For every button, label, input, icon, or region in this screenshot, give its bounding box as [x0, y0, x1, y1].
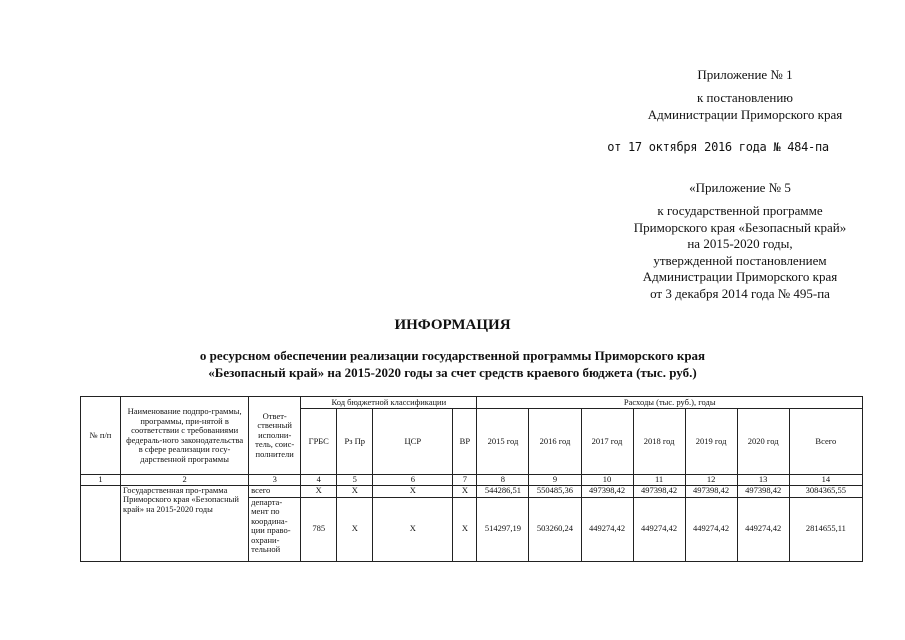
- col-number: 11: [633, 475, 685, 486]
- header-grbs: ГРБС: [301, 409, 337, 475]
- value-2018-cell: 497398,42: [633, 485, 685, 497]
- col-number: 12: [685, 475, 737, 486]
- resource-table: [80, 396, 863, 562]
- col-number: 6: [373, 475, 453, 486]
- header-2015: 2015 год: [477, 409, 529, 475]
- header-rzpr: Рз Пр: [337, 409, 373, 475]
- col-number: 8: [477, 475, 529, 486]
- value-2019-cell: 497398,42: [685, 485, 737, 497]
- appendix1-block: [620, 67, 870, 123]
- appendix5-block: [590, 180, 890, 302]
- document-subtitle-2: «Безопасный край» на 2015-2020 годы за счет средств краевого бюджета (тыс. руб.): [208, 365, 697, 380]
- table-row: [81, 485, 863, 497]
- header-exec: Ответ-ственный исполни-тель, соис-полнители: [249, 397, 301, 475]
- grbs-cell: 785: [301, 497, 337, 561]
- col-number: 5: [337, 475, 373, 486]
- value-2017-cell: 497398,42: [581, 485, 633, 497]
- value-2016-cell: 503260,24: [529, 497, 581, 561]
- rzpr-cell: X: [337, 485, 373, 497]
- appendix5-approved: утвержденной постановлением: [653, 252, 827, 268]
- value-total-cell: 3084365,55: [789, 485, 862, 497]
- col-number: 14: [789, 475, 862, 486]
- col-number: 10: [581, 475, 633, 486]
- appendix1-resolution: к постановлению: [696, 90, 794, 105]
- header-2020: 2020 год: [737, 409, 789, 475]
- value-2020-cell: 497398,42: [737, 485, 789, 497]
- appendix1-title: Приложение № 1: [697, 67, 793, 82]
- header-num: № п/п: [81, 397, 121, 475]
- document-subtitle-1: о ресурсном обеспечении реализации государственной программы Приморского края: [199, 348, 706, 363]
- program-name-cell: Государственная про-грамма Приморского края «Безопасный край» на 2015-2020 годы: [121, 485, 249, 561]
- header-name: Наименование подпро-граммы, программы, при-нятой в соответствии с требованиями федераль-ного законодательства в сфере реализации госу-дарственной программы: [121, 397, 249, 475]
- appendix5-program-name: Приморского края «Безопасный край»: [633, 219, 847, 235]
- header-csr: ЦСР: [373, 409, 453, 475]
- appendix1-authority: Администрации Приморского края: [647, 106, 843, 122]
- appendix5-date: от 3 декабря 2014 года № 495-па: [650, 285, 830, 301]
- csr-cell: X: [373, 497, 453, 561]
- table-header-row-1: [81, 397, 863, 409]
- col-number: 7: [453, 475, 477, 486]
- header-2016: 2016 год: [529, 409, 581, 475]
- header-total: Всего: [789, 409, 862, 475]
- appendix5-authority: Администрации Приморского края: [642, 269, 838, 284]
- col-number: 1: [81, 475, 121, 486]
- header-2017: 2017 год: [581, 409, 633, 475]
- header-2018: 2018 год: [633, 409, 685, 475]
- header-2019: 2019 год: [685, 409, 737, 475]
- value-2017-cell: 449274,42: [581, 497, 633, 561]
- appendix5-period: на 2015-2020 годы,: [687, 236, 793, 251]
- csr-cell: X: [373, 485, 453, 497]
- header-vr: ВР: [453, 409, 477, 475]
- value-2018-cell: 449274,42: [633, 497, 685, 561]
- value-2015-cell: 544286,51: [477, 485, 529, 497]
- exec-cell: департа-мент по координа-ции право-охрани-тельной: [249, 497, 301, 561]
- appendix1-date: от 17 октября 2016 года № 484-па: [607, 140, 829, 154]
- rzpr-cell: X: [337, 497, 373, 561]
- exec-cell: всего: [249, 485, 301, 497]
- value-2016-cell: 550485,36: [529, 485, 581, 497]
- value-2019-cell: 449274,42: [685, 497, 737, 561]
- column-number-row: [81, 475, 863, 486]
- col-number: 3: [249, 475, 301, 486]
- grbs-cell: X: [301, 485, 337, 497]
- col-number: 4: [301, 475, 337, 486]
- value-total-cell: 2814655,11: [789, 497, 862, 561]
- appendix5-program: к государственной программе: [657, 203, 823, 218]
- col-number: 2: [121, 475, 249, 486]
- vr-cell: X: [453, 497, 477, 561]
- value-2015-cell: 514297,19: [477, 497, 529, 561]
- appendix5-title: «Приложение № 5: [689, 180, 791, 195]
- header-budget-code: Код бюджетной классификации: [301, 397, 477, 409]
- col-number: 13: [737, 475, 789, 486]
- row-num-cell: [81, 485, 121, 561]
- value-2020-cell: 449274,42: [737, 497, 789, 561]
- header-expenses: Расходы (тыс. руб.), годы: [477, 397, 863, 409]
- document-title: ИНФОРМАЦИЯ: [394, 317, 511, 333]
- col-number: 9: [529, 475, 581, 486]
- vr-cell: X: [453, 485, 477, 497]
